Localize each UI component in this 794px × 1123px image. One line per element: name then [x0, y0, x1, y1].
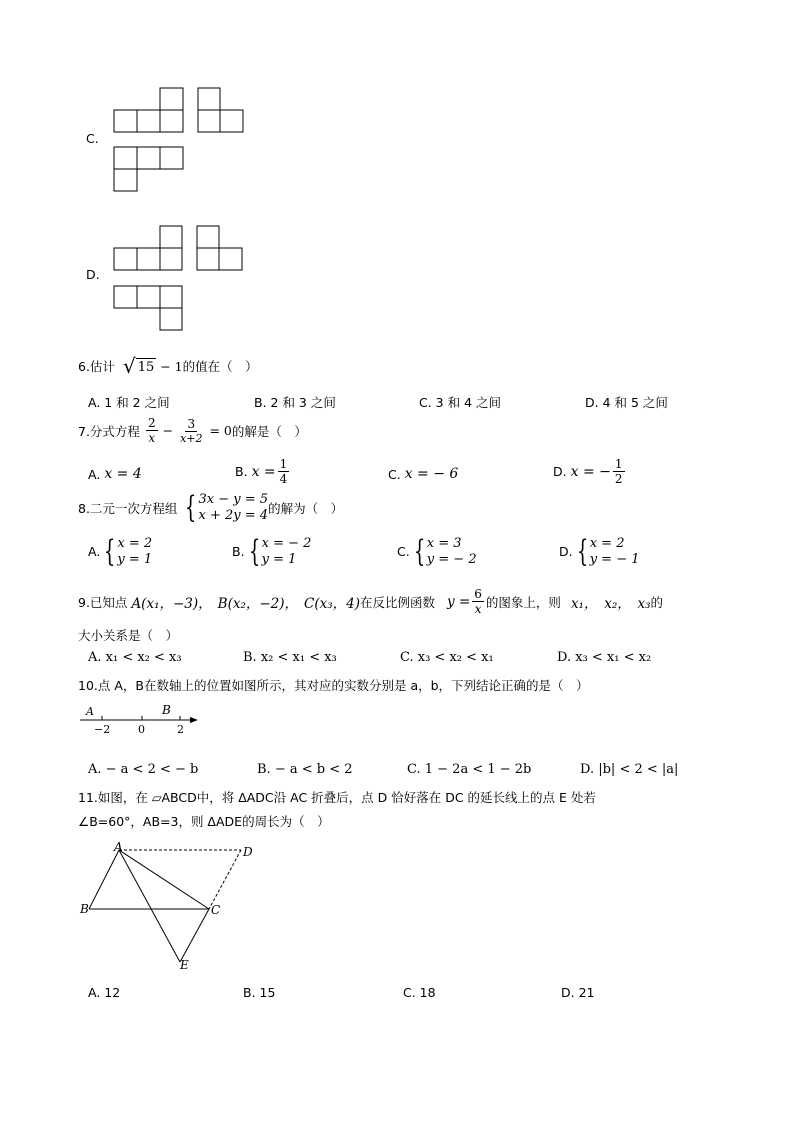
q8-option-b[interactable] — [232, 533, 312, 569]
net-square — [137, 248, 160, 270]
option-line: x = − 2 — [261, 536, 312, 551]
option-expr: x = − — [570, 463, 611, 480]
q6-option-b[interactable]: B. 2 和 3 之间 — [254, 395, 336, 410]
net-square — [160, 286, 182, 308]
number-line-figure — [76, 702, 206, 738]
denominator: 2 — [614, 472, 623, 486]
option-line: y = 1 — [117, 551, 153, 567]
q5-option-c-label[interactable]: C. — [86, 131, 99, 146]
q6-minus-one: − 1 — [160, 358, 183, 374]
q8-option-a[interactable] — [88, 533, 153, 569]
fraction — [278, 458, 290, 485]
q11-stem-line1: 11.如图，在 ▱ABCD中，将 ΔADC沿 AC 折叠后，点 D 恰好落在 DC 的延长线上的点 E 处若 — [78, 790, 596, 805]
point-b-label: B — [162, 703, 171, 717]
option-system — [245, 533, 312, 569]
numerator: 2 — [147, 416, 156, 430]
q10-option-d[interactable]: D. |b| < 2 < |a| — [580, 762, 679, 777]
tick-label: −2 — [94, 723, 111, 736]
q7-stem-prefix: 7.分式方程 — [78, 423, 140, 439]
q5-option-d-label[interactable]: D. — [86, 267, 100, 282]
vertex-e-label: E — [180, 958, 189, 972]
q11-option-a[interactable]: A. 12 — [88, 985, 121, 1000]
fraction — [146, 417, 158, 444]
fraction — [613, 458, 625, 485]
option-line: x = 2 — [589, 536, 625, 551]
denominator: x — [474, 602, 482, 616]
q9-option-d[interactable]: D. x₃ < x₁ < x₂ — [557, 650, 652, 665]
q6-option-d[interactable]: D. 4 和 5 之间 — [585, 395, 668, 410]
numerator: 6 — [474, 587, 482, 601]
brace-icon: { — [185, 489, 197, 525]
brace-icon: { — [576, 533, 588, 569]
point-a: A(x₁，−3)， — [131, 595, 212, 612]
segment-ab — [89, 850, 119, 909]
segment-ae — [119, 850, 180, 962]
option-label: B. — [232, 544, 245, 560]
net-square — [220, 110, 243, 132]
q10-option-a[interactable]: A. − a < 2 < − b — [88, 762, 199, 777]
q10-option-c[interactable]: C. 1 − 2a < 1 − 2b — [407, 762, 532, 777]
q7-option-d[interactable] — [553, 458, 627, 485]
option-line: y = − 1 — [589, 551, 640, 567]
option-line: y = − 2 — [426, 551, 477, 567]
segment-ac — [119, 850, 209, 909]
segment-ce — [180, 909, 209, 962]
equation-line: 3x − y = 5 — [198, 492, 269, 507]
option-label: A. — [88, 544, 101, 560]
option-system — [573, 533, 640, 569]
fraction — [472, 588, 484, 615]
equation-system — [181, 489, 269, 525]
minus-sign: − — [162, 423, 174, 438]
radicand: 15 — [137, 360, 155, 376]
q8-option-d[interactable] — [559, 533, 640, 569]
q5-option-d-figure — [110, 222, 250, 334]
q7-option-c[interactable] — [388, 466, 458, 482]
q6-option-a[interactable]: A. 1 和 2 之间 — [88, 395, 170, 410]
net-square — [114, 147, 137, 169]
q9-option-a[interactable]: A. x₁ < x₂ < x₃ — [88, 650, 182, 665]
option-label: D. — [559, 544, 573, 560]
equals-zero: = 0 — [209, 423, 232, 438]
q11-option-c[interactable]: C. 18 — [403, 985, 436, 1000]
q7-stem-suffix: 的解是（ ） — [231, 423, 307, 439]
option-line: x = 3 — [426, 536, 462, 551]
net-square — [198, 110, 220, 132]
q9-option-c[interactable]: C. x₃ < x₂ < x₁ — [400, 650, 494, 665]
q9-part4: 的 — [650, 594, 664, 610]
net-square — [197, 248, 219, 270]
option-system — [100, 533, 153, 569]
segment-dc-dashed — [209, 850, 241, 909]
net-square — [198, 88, 220, 110]
net-square — [160, 110, 183, 132]
q6-stem-prefix: 6.估计 — [78, 359, 115, 374]
q9-part3: 的图象上，则 — [485, 594, 561, 610]
q10-stem: 10.点 A，B在数轴上的位置如图所示，其对应的实数分别是 a，b，下列结论正确的是（ ） — [78, 678, 589, 693]
net-square — [114, 248, 137, 270]
q9-stem-line2: 大小关系是（ ） — [78, 628, 179, 643]
net-square — [160, 226, 182, 248]
numerator: 3 — [187, 416, 196, 431]
q9-part2: 在反比例函数 — [360, 594, 436, 610]
q11-stem-line2: ∠B=60°，AB=3，则 ΔADE的周长为（ ） — [78, 814, 330, 829]
q9-option-b[interactable]: B. x₂ < x₁ < x₃ — [243, 650, 337, 665]
q11-option-b[interactable]: B. 15 — [243, 985, 276, 1000]
vertex-a-label: A — [114, 840, 123, 854]
variables: x₁， x₂， x₃ — [570, 595, 651, 612]
q7-stem — [78, 417, 307, 444]
net-square — [114, 169, 137, 191]
option-label: C. — [388, 466, 401, 482]
denominator: 4 — [279, 472, 288, 486]
net-square — [137, 147, 160, 169]
brace-icon: { — [248, 533, 260, 569]
option-line: y = 1 — [261, 551, 297, 567]
q6-option-c[interactable]: C. 3 和 4 之间 — [419, 395, 502, 410]
option-line: x = 2 — [117, 536, 153, 551]
arrow-head-icon — [190, 717, 198, 723]
sqrt-sign: √ — [122, 354, 136, 378]
numerator: 1 — [279, 457, 288, 471]
vertex-d-label: D — [243, 845, 253, 859]
sqrt-expression — [123, 356, 156, 376]
q8-stem-prefix: 8.二元一次方程组 — [78, 500, 178, 516]
vertex-c-label: C — [211, 903, 221, 917]
q11-option-d[interactable]: D. 21 — [561, 985, 595, 1000]
q6-stem-suffix: 的值在（ ） — [182, 359, 258, 374]
q5-option-c-figure — [110, 84, 250, 196]
option-label: B. — [235, 464, 248, 479]
option-expr: x = − 6 — [404, 466, 459, 482]
q7-option-b[interactable] — [235, 458, 291, 485]
denominator: x — [148, 431, 156, 445]
net-square — [137, 286, 160, 308]
q8-stem — [78, 489, 344, 525]
q8-option-c[interactable] — [397, 533, 477, 569]
option-label: D. — [553, 464, 567, 479]
net-square — [114, 286, 137, 308]
net-square — [160, 308, 182, 330]
fraction — [178, 418, 204, 444]
net-square — [160, 248, 182, 270]
parallelogram-figure — [76, 838, 266, 974]
option-expr: x = — [251, 463, 276, 480]
q8-stem-suffix: 的解为（ ） — [268, 500, 344, 516]
q9-part1: 9.已知点 — [78, 594, 128, 610]
vertex-b-label: B — [80, 902, 89, 916]
q7-option-a[interactable] — [88, 466, 142, 482]
net-square — [137, 110, 160, 132]
function-lhs: y = — [447, 593, 471, 610]
tick-label: 2 — [177, 723, 184, 736]
q10-option-b[interactable]: B. − a < b < 2 — [257, 762, 353, 777]
option-expr: x = 4 — [104, 466, 142, 482]
net-square — [219, 248, 242, 270]
tick-label: 0 — [138, 723, 145, 736]
option-label: A. — [88, 466, 101, 482]
brace-icon: { — [413, 533, 425, 569]
brace-icon: { — [104, 533, 116, 569]
point-c: C(x₃，4) — [304, 595, 361, 612]
numerator: 1 — [614, 457, 623, 471]
option-label: C. — [397, 544, 410, 560]
q6-stem — [78, 356, 258, 376]
equation-line: x + 2y = 4 — [198, 507, 269, 523]
q9-stem-line1 — [78, 588, 663, 615]
point-b: B(x₂，−2)， — [217, 595, 299, 612]
net-square — [197, 226, 219, 248]
net-square — [160, 88, 183, 110]
net-square — [160, 147, 183, 169]
option-system — [410, 533, 477, 569]
net-square — [114, 110, 137, 132]
denominator: x+2 — [180, 431, 203, 445]
point-a-label: A — [86, 705, 94, 718]
